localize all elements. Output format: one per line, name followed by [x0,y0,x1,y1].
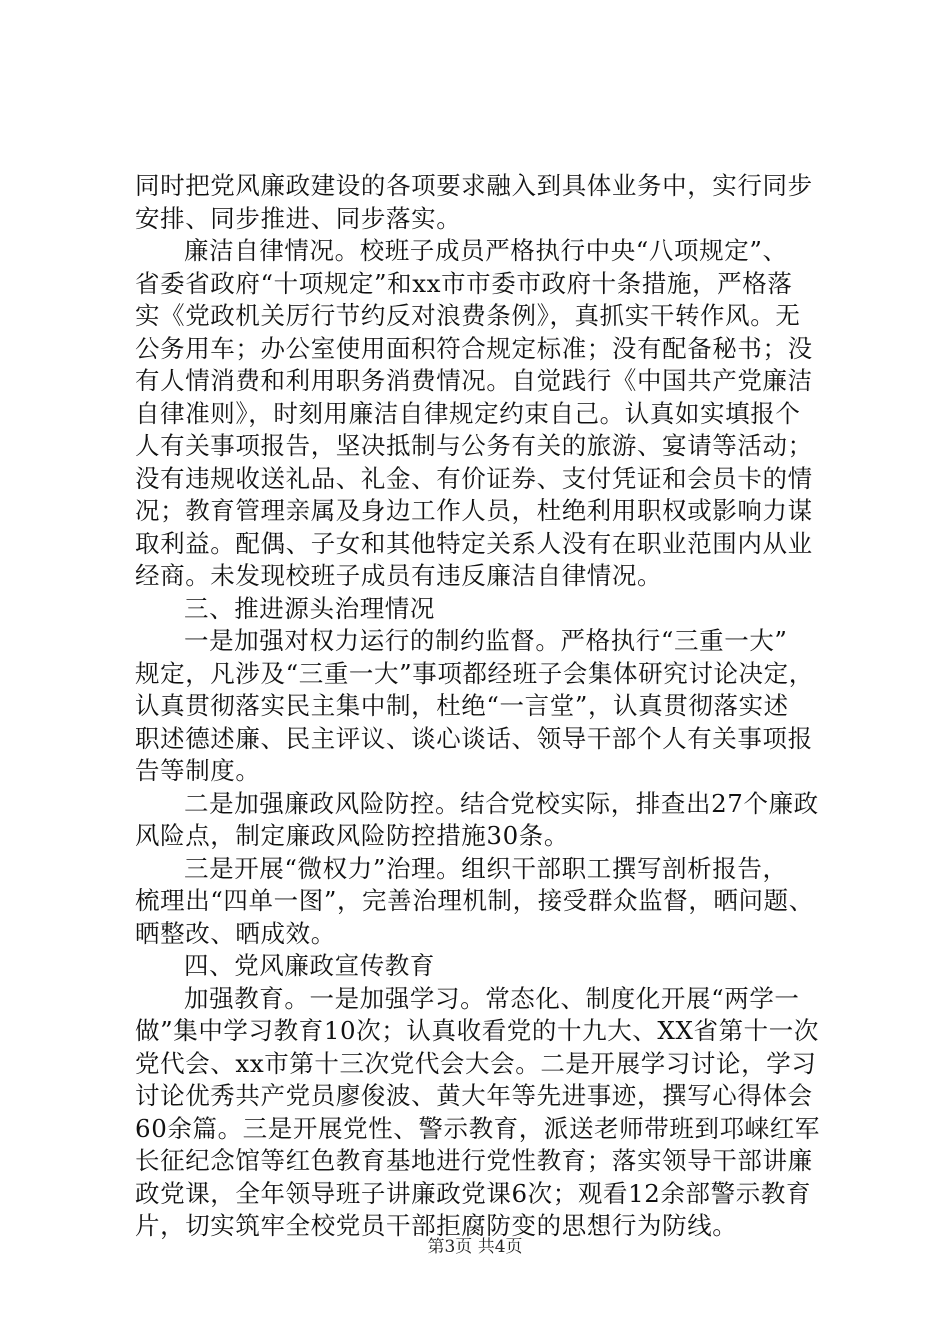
text-line: 人有关事项报告，坚决抵制与公务有关的旅游、宴请等活动； [135,431,813,460]
text-line: 一是加强对权力运行的制约监督。严格执行“三重一大” [184,626,788,655]
document-body [135,170,825,1243]
text-line: 加强教育。一是加强学习。常态化、制度化开展“两学一 [184,983,800,1013]
text-line: 风险点，制定廉政风险防控措施30条。 [135,821,569,850]
text-line: 公务用车；办公室使用面积符合规定标准；没有配备秘书；没 [135,333,813,363]
text-line: 省委省政府“十项规定”和xx市市委市政府十条措施，严格落 [135,268,793,298]
text-line: 况；教育管理亲属及身边工作人员，杜绝利用职权或影响力谋 [135,496,813,525]
text-line: 取利益。配偶、子女和其他特定关系人没有在职业范围内从业 [135,528,813,558]
text-line: 政党课，全年领导班子讲廉政党课6次；观看12余部警示教育 [135,1178,812,1208]
text-line: 没有违规收送礼品、礼金、有价证券、支付凭证和会员卡的情 [135,463,813,493]
text-line: 告等制度。 [135,756,261,785]
text-line: 自律准则》，时刻用廉洁自律规定约束自己。认真如实填报个 [135,398,801,428]
text-line: 经商。未发现校班子成员有违反廉洁自律情况。 [135,561,663,590]
text-line: 长征纪念馆等红色教育基地进行党性教育；落实领导干部讲廉 [135,1146,813,1175]
text-line: 安排、同步推进、同步落实。 [135,203,462,233]
text-line: 规定，凡涉及“三重一大”事项都经班子会集体研究讨论决定， [135,658,814,688]
text-line: 四、党风廉政宣传教育 [184,951,435,980]
text-line: 60余篇。三是开展党性、警示教育，派送老师带班到邛崃红军 [135,1113,820,1143]
text-line: 廉洁自律情况。校班子成员严格执行中央“八项规定”、 [184,236,788,265]
text-line: 同时把党风廉政建设的各项要求融入到具体业务中，实行同步 [135,171,813,200]
text-line: 二是加强廉政风险防控。结合党校实际，排查出27个廉政 [184,788,819,818]
text-line: 党代会、xx市第十三次党代会大会。二是开展学习讨论，学习 [135,1048,817,1078]
text-line: 梳理出“四单一图”，完善治理机制，接受群众监督，晒问题、 [135,886,814,915]
text-line: 实《党政机关厉行节约反对浪费条例》，真抓实干转作风。无 [135,301,801,330]
text-line: 讨论优秀共产党员廖俊波、黄大年等先进事迹，撰写心得体会 [135,1081,813,1110]
text-line: 晒整改、晒成效。 [135,918,336,948]
text-line: 有人情消费和利用职务消费情况。自觉践行《中国共产党廉洁 [135,366,813,395]
text-line: 片，切实筑牢全校党员干部拒腐防变的思想行为防线。 [135,1211,738,1240]
text-line: 三是开展“微权力”治理。组织干部职工撰写剖析报告， [184,853,788,883]
page-footer: 第3页 共4页 [427,1237,523,1257]
text-line: 认真贯彻落实民主集中制，杜绝“一言堂”，认真贯彻落实述 [135,691,789,720]
text-line: 职述德述廉、民主评议、谈心谈话、领导干部个人有关事项报 [135,723,813,753]
text-line: 三、推进源头治理情况 [184,593,435,623]
text-line: 做”集中学习教育10次；认真收看党的十九大、XX省第十一次 [135,1016,819,1045]
